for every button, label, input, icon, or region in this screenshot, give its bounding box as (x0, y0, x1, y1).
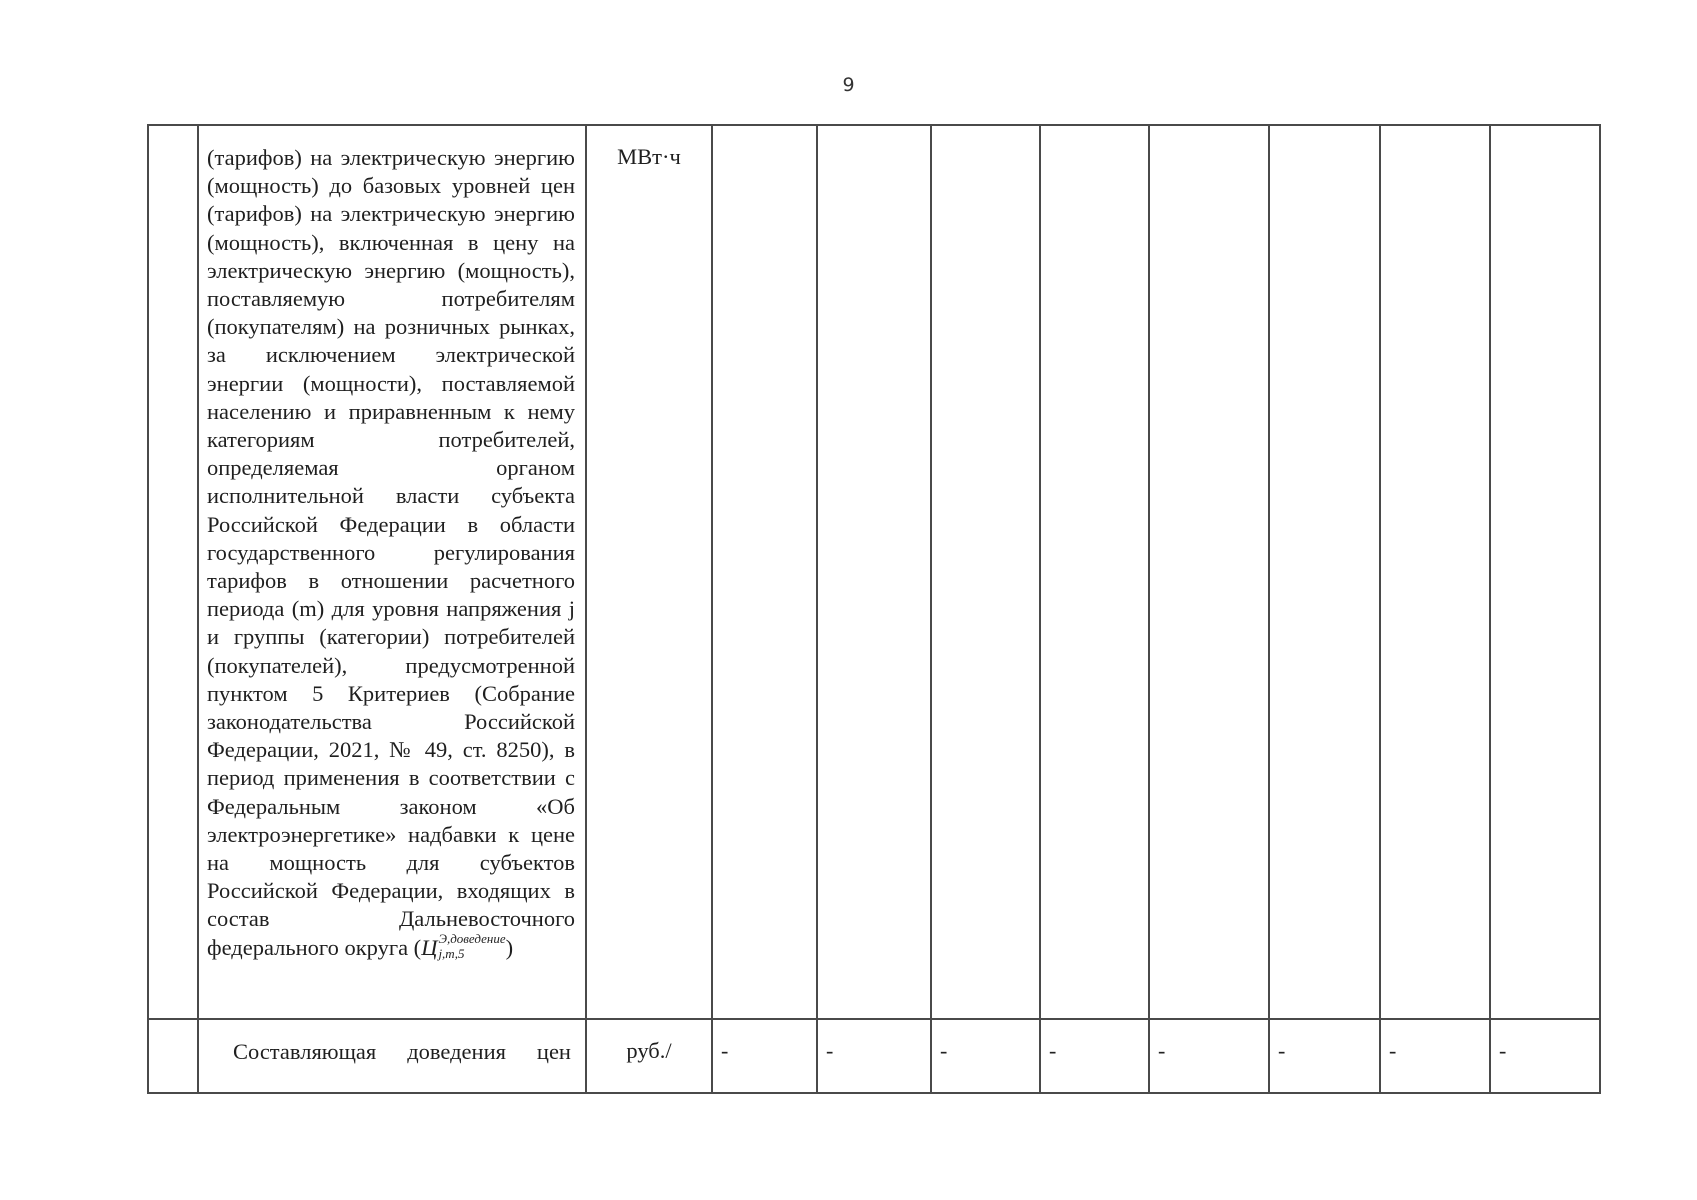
row-number-cell (148, 1019, 198, 1093)
description-word: Составляющая (233, 1039, 377, 1064)
description-word: доведения (407, 1039, 506, 1064)
value-cell (1040, 125, 1149, 1019)
description-text: (тарифов) на электрическую энергию (мощность) до базовых уровней цен (тарифов) на электрическую энергию (мощность), включенная в цену на электрическую энергию (мощность), поставляемую потребителям (покупателям) на розничных рынках, за исключением электрической энергии (мощности), поставляемой населению и приравненным к нему категориям потребителей, определяемая органом исполнительной власти субъекта Российской Федерации в области государственного регулирования тарифов в отношении расчетного периода (m) для уровня напряжения j и группы (категории) потребителей (покупателей), предусмотренной пунктом 5 Критериев (Собрание законодательства Российской Федерации, 2021, № 49, ст. 8250), в период применения в соответствии с Федеральным законом «Об электроэнергетике» надбавки к цене на мощность для субъектов Российской Федерации, входящих в состав Дальневосточного федерального округа ( (207, 145, 575, 960)
value-cell (712, 125, 817, 1019)
description-word: цен (536, 1039, 571, 1064)
value-cell: - (1149, 1019, 1269, 1093)
formula-indices (438, 931, 505, 961)
value-cell (817, 125, 931, 1019)
value-cell: - (817, 1019, 931, 1093)
value-cell: - (1269, 1019, 1380, 1093)
value-cell: - (1490, 1019, 1600, 1093)
formula-superscript: Э,доведение (438, 930, 506, 946)
description-cell (198, 125, 586, 1019)
value-cell: - (931, 1019, 1040, 1093)
value-cell: - (1380, 1019, 1490, 1093)
row-number-cell (148, 125, 198, 1019)
description-text (207, 1038, 575, 1066)
formula-close: ) (505, 934, 514, 960)
value-cell: - (712, 1019, 817, 1093)
value-cell (1490, 125, 1600, 1019)
formula (421, 930, 514, 961)
value-cell: - (1040, 1019, 1149, 1093)
unit-cell: МВт·ч (586, 125, 712, 1019)
tariff-table (147, 124, 1601, 1094)
page-number: 9 (842, 74, 855, 96)
description-cell (198, 1019, 586, 1093)
formula-symbol: Ц (421, 934, 438, 960)
formula-subscript: j,m,5 (438, 945, 465, 961)
table-row (148, 125, 1600, 1019)
unit-cell: руб./ (586, 1019, 712, 1093)
value-cell (1380, 125, 1490, 1019)
table-row (148, 1019, 1600, 1093)
value-cell (1149, 125, 1269, 1019)
value-cell (931, 125, 1040, 1019)
value-cell (1269, 125, 1380, 1019)
